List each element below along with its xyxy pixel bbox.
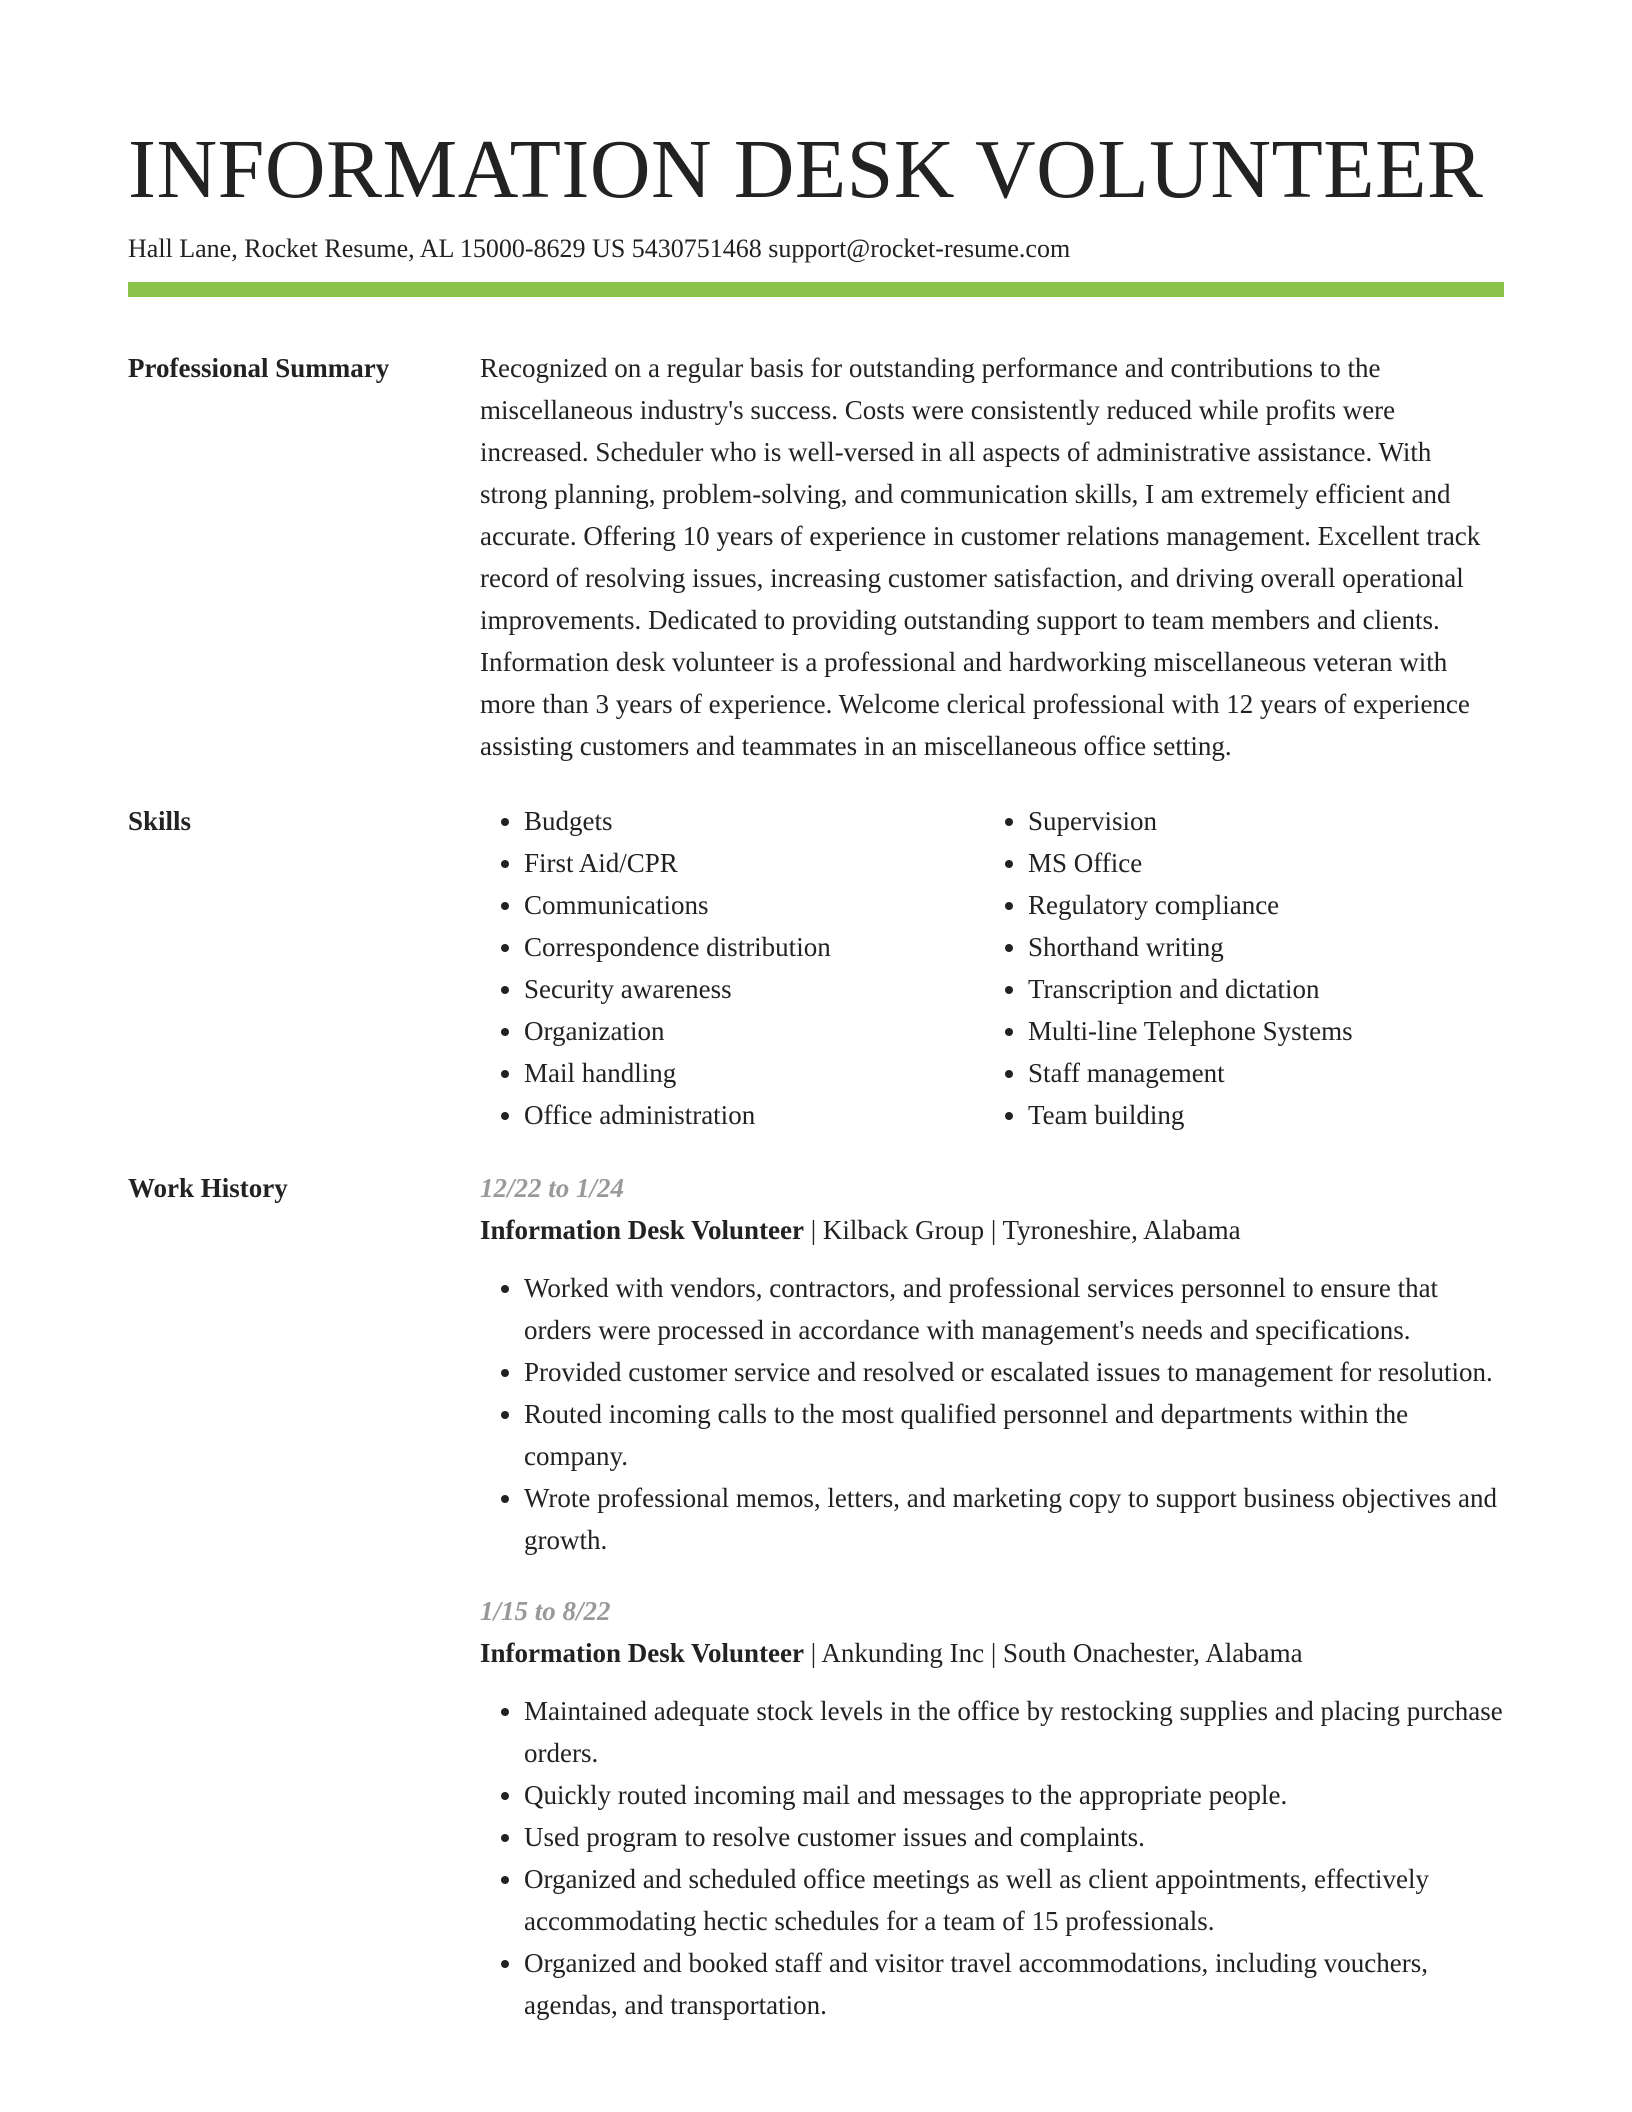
skill-item: • Organization (524, 1010, 984, 1052)
contact-line: Hall Lane, Rocket Resume, AL 15000-8629 US 5430751468 support@rocket-resume.com (128, 234, 1071, 263)
resume-page (128, 0, 1504, 2026)
job-title: Information Desk Volunteer (480, 1638, 805, 1668)
job-bullet: • Organized and booked staff and visitor travel accommodations, including vouchers, agendas, and transportation. (524, 1942, 1504, 2026)
job-bullets (480, 1690, 1504, 2026)
skill-item: • First Aid/CPR (524, 842, 984, 884)
job-bullet: • Maintained adequate stock levels in the office by restocking supplies and placing purchase orders. (524, 1690, 1504, 1774)
skill-item: • Regulatory compliance (1028, 884, 1353, 926)
job-bullet: • Provided customer service and resolved or escalated issues to management for resolution. (524, 1351, 1504, 1393)
job-entry (480, 1590, 1504, 2026)
skill-item: • Transcription and dictation (1028, 968, 1353, 1010)
job-title: Information Desk Volunteer (480, 1215, 805, 1245)
skill-item: • Team building (1028, 1094, 1353, 1136)
skill-item: • Multi-line Telephone Systems (1028, 1010, 1353, 1052)
job-heading (480, 1209, 1504, 1251)
job-heading (480, 1632, 1504, 1674)
resume-name: INFORMATION DESK VOLUNTEER (128, 123, 1484, 216)
skills-columns (480, 800, 1504, 1136)
skill-item: • Shorthand writing (1028, 926, 1353, 968)
skill-item: • Security awareness (524, 968, 984, 1010)
section-heading: Work History (128, 1173, 288, 1203)
summary-text: Recognized on a regular basis for outstanding performance and contributions to the miscellaneous industry's success. Costs were consistently reduced while profits were increased. Scheduler who is well-versed in all aspects of administrative assistance. With strong planning, problem-solving, and communication skills, I am extremely efficient and accurate. Offering 10 years of experience in customer relations management. Excellent track record of resolving issues, increasing customer satisfaction, and driving overall operational improvements. Dedicated to providing outstanding support to team members and clients. Information desk volunteer is a professional and hardworking miscellaneous veteran with more than 3 years of experience. Welcome clerical professional with 12 years of experience assisting customers and teammates in an miscellaneous office setting. (480, 353, 1481, 761)
job-entry (480, 1167, 1504, 1561)
job-bullet: • Used program to resolve customer issues and complaints. (524, 1816, 1504, 1858)
skill-item: • MS Office (1028, 842, 1353, 884)
skill-item: • Correspondence distribution (524, 926, 984, 968)
skill-item: • Office administration (524, 1094, 984, 1136)
job-employer-location: | Ankunding Inc | South Onachester, Alabama (804, 1638, 1303, 1668)
work-history-section (128, 1167, 1504, 2026)
job-dates: 1/15 to 8/22 (480, 1596, 611, 1626)
header-divider (128, 282, 1504, 297)
job-bullet: • Worked with vendors, contractors, and professional services personnel to ensure that orders were processed in accordance with management's needs and specifications. (524, 1267, 1504, 1351)
job-bullet: • Routed incoming calls to the most qualified personnel and departments within the company. (524, 1393, 1504, 1477)
skill-item: • Communications (524, 884, 984, 926)
job-employer-location: | Kilback Group | Tyroneshire, Alabama (804, 1215, 1241, 1245)
skill-item: • Budgets (524, 800, 984, 842)
section-heading: Professional Summary (128, 353, 390, 383)
skills-list-left (480, 800, 984, 1136)
professional-summary-section (128, 347, 1504, 767)
skill-item: • Mail handling (524, 1052, 984, 1094)
job-bullet: • Organized and scheduled office meetings as well as client appointments, effectively accommodating hectic schedules for a team of 15 professionals. (524, 1858, 1504, 1942)
skills-section (128, 800, 1504, 1136)
skills-list-right (984, 800, 1353, 1136)
skill-item: • Supervision (1028, 800, 1353, 842)
job-dates: 12/22 to 1/24 (480, 1173, 625, 1203)
job-bullet: • Wrote professional memos, letters, and marketing copy to support business objectives and growth. (524, 1477, 1504, 1561)
job-bullets (480, 1267, 1504, 1561)
section-heading: Skills (128, 806, 192, 836)
job-bullet: • Quickly routed incoming mail and messages to the appropriate people. (524, 1774, 1504, 1816)
skill-item: • Staff management (1028, 1052, 1353, 1094)
